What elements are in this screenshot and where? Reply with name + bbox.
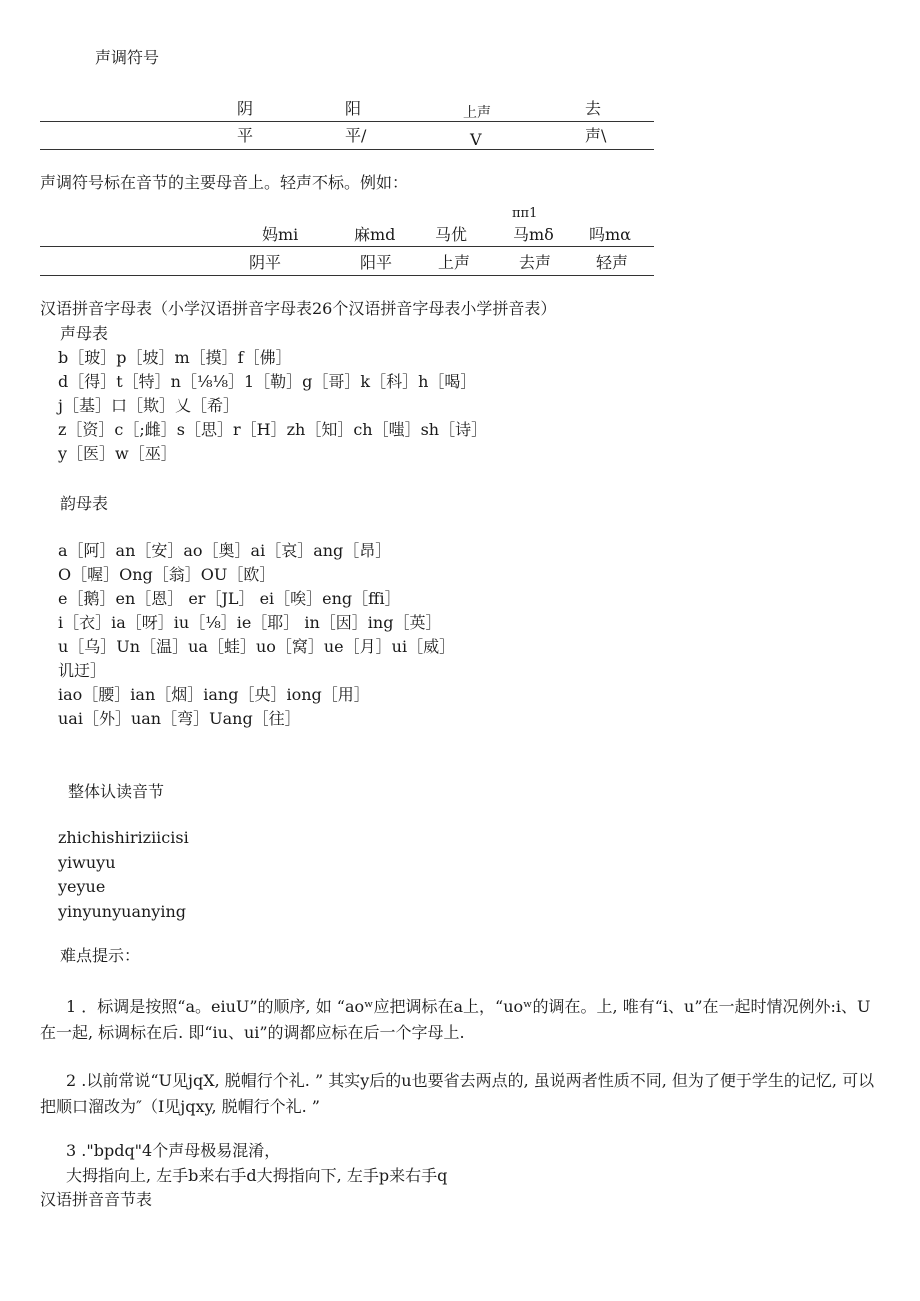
initials-line: d［得］t［特］n［⅛⅛］1［勒］g［哥］k［科］h［喝］ xyxy=(58,372,477,391)
table-rule xyxy=(40,149,654,150)
finals-line: i［衣］ia［呀］iu［⅛］ie［耶］ in［因］ing［英］ xyxy=(58,613,442,632)
initials-line: b［玻］p［坡］m［摸］f［佛］ xyxy=(58,348,292,367)
tone-cell: 上声 xyxy=(463,104,491,120)
tone-cell: 阳 xyxy=(345,99,362,118)
finals-line: 讥迂］ xyxy=(58,661,107,680)
finals-line: uai［外］uan［弯］Uang［往］ xyxy=(58,709,301,728)
example-cell: 轻声 xyxy=(596,253,629,272)
tip-item-1: 1 ．标调是按照“a。eiuU”的顺序, 如 “aoʷ应把调标在a上，“uoʷ的调在。上, 唯有“i、u”在一起时情况例外:i、U在一起, 标调标在后. 即“iu、ui”的调都应标在后一个字母上. xyxy=(40,997,871,1042)
table-rule xyxy=(40,121,654,122)
syllable-table-title: 汉语拼音音节表 xyxy=(40,1190,153,1209)
whole-syllables-title: 整体认读音节 xyxy=(68,782,165,801)
finals-line: e［鹅］en［恩］ er［JL］ ei［唉］eng［ffi］ xyxy=(58,589,401,608)
initials-title: 声母表 xyxy=(60,324,109,343)
syllable-line: yeyue xyxy=(58,877,106,896)
example-cell: 马优 xyxy=(435,225,468,244)
tip-item-3-line2: 大拇指向上, 左手b来右手d大拇指向下, 左手p来右手q xyxy=(66,1166,448,1185)
finals-line: O［喔］Ong［翁］OU［欧］ xyxy=(58,565,276,584)
initials-line: z［资］c［;雌］s［思］r［H］zh［知］ch［嗤］sh［诗］ xyxy=(58,420,488,439)
tip-item-3: 3 ."bpdq"4个声母极易混淆， xyxy=(66,1141,281,1160)
syllable-line: zhichishiriziicisi xyxy=(58,828,189,847)
tone-rule-text: 声调符号标在音节的主要母音上。轻声不标。例如： xyxy=(40,173,409,192)
initials-line: j［基］口［欺］乂［希］ xyxy=(58,396,239,415)
example-cell: 麻md xyxy=(354,225,396,244)
example-cell: 去声 xyxy=(519,253,552,272)
tone-cell: 阴 xyxy=(237,99,254,118)
table-rule xyxy=(40,275,654,276)
table-rule xyxy=(40,246,654,247)
finals-line: u［乌］Un［温］ua［蛙］uo［窝］ue［月］ui［威］ xyxy=(58,637,456,656)
initials-line: y［医］w［巫］ xyxy=(58,444,177,463)
tone-cell: 去 xyxy=(585,99,602,118)
example-cell: 阴平 xyxy=(249,253,282,272)
tone-cell: 声\ xyxy=(585,126,607,145)
finals-title: 韵母表 xyxy=(60,494,109,513)
example-cell: 阳平 xyxy=(360,253,393,272)
heading-tone-symbols: 声调符号 xyxy=(95,48,160,67)
alphabet-title: 汉语拼音字母表（小学汉语拼音字母表26个汉语拼音字母表小学拼音表） xyxy=(40,299,557,318)
syllable-line: yinyunyuanying xyxy=(58,902,186,921)
tip-item-2: 2 .以前常说“U见jqX, 脱帽行个礼. ” 其实y后的u也要省去两点的, 虽说两者性质不同, 但为了便于学生的记忆, 可以把顺口溜改为″（I见jqxy, 脱帽行个礼. ” xyxy=(40,1071,875,1116)
syllable-line: yiwuyu xyxy=(58,853,116,872)
finals-line: iao［腰］ian［烟］iang［央］iong［用］ xyxy=(58,685,370,704)
tips-title: 难点提示： xyxy=(60,946,141,965)
example-cell: 吗mα xyxy=(589,225,631,244)
tone-cell: V xyxy=(470,130,482,149)
example-cell: 妈mi xyxy=(262,225,299,244)
tone-cell: 平/ xyxy=(345,126,367,145)
example-cell: 马mδ xyxy=(513,225,554,244)
superscript-note: ππ1 xyxy=(512,206,538,221)
finals-line: a［阿］an［安］ao［奥］ai［哀］ang［昂］ xyxy=(58,541,392,560)
example-cell: 上声 xyxy=(438,253,471,272)
tone-cell: 平 xyxy=(237,126,254,145)
